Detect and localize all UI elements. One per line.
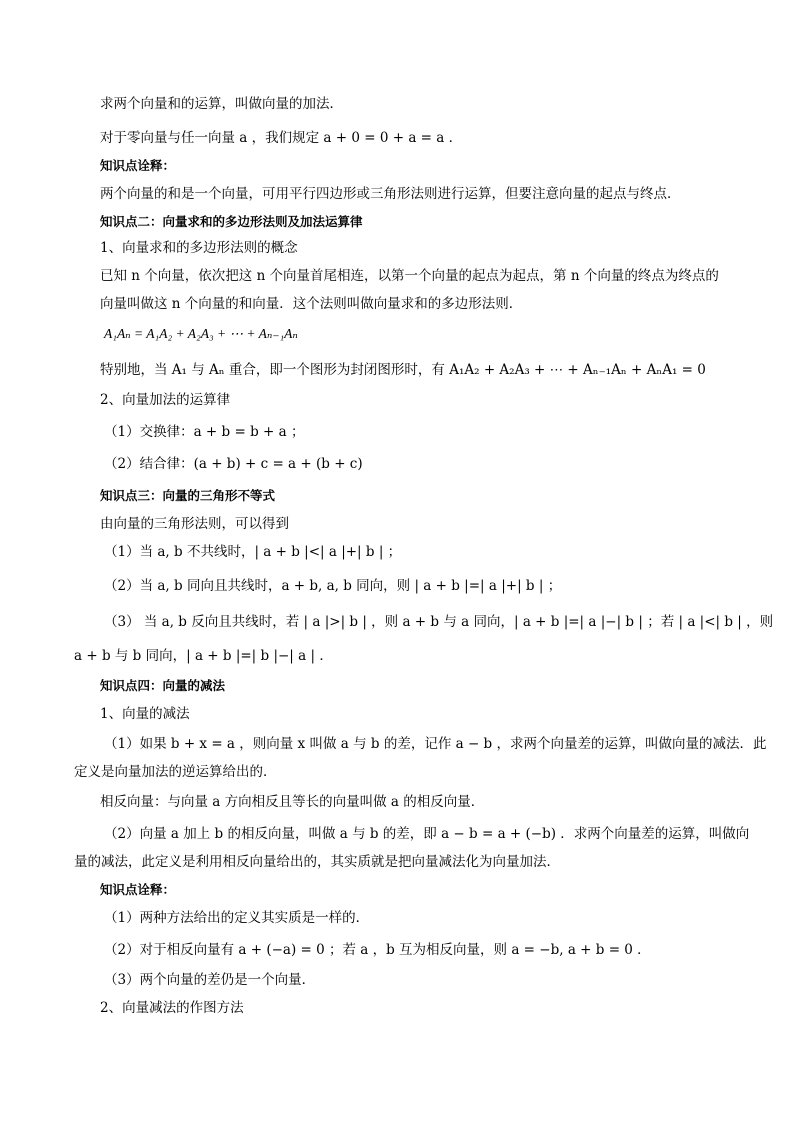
text-line: （2）结合律：(a + b) + c = a + (b + c) [104, 456, 363, 472]
text-line: 已知 n 个向量，依次把这 n 个向量首尾相连，以第一个向量的起点为起点，第 n 个向量的终点为终点的 [100, 268, 719, 284]
text-line: 向量叫做这 n 个向量的和向量．这个法则叫做向量求和的多边形法则． [100, 296, 523, 312]
section-heading: 知识点二：向量求和的多边形法则及加法运算律 [100, 214, 363, 229]
text-line: （2）当 a, b 同向且共线时，a + b, a, b 同向，则 | a + b |=| a |+| b | ； [104, 578, 562, 594]
text-line: 两个向量的和是一个向量，可用平行四边形或三角形法则进行运算，但要注意向量的起点与终点． [100, 186, 681, 202]
text-line: 相反向量：与向量 a 方向相反且等长的向量叫做 a 的相反向量． [100, 794, 485, 810]
section-heading: 知识点诠释： [100, 158, 176, 173]
text-line: （1）交换律：a + b = b + a ； [104, 424, 305, 440]
text-line: 定义是向量加法的逆运算给出的． [74, 764, 277, 780]
text-line: 特别地，当 A₁ 与 Aₙ 重合，即一个图形为封闭图形时，有 A₁A₂ + A₂A₃ + ⋯ + Aₙ₋₁Aₙ + AₙA₁ = 0 [100, 362, 706, 378]
text-line: 对于零向量与任一向量 a ，我们规定 a + 0 = 0 + a = a ． [100, 130, 463, 146]
section-heading: 知识点诠释： [100, 882, 176, 897]
text-line: （1）如果 b + x = a ，则向量 x 叫做 a 与 b 的差，记作 a − b ，求两个向量差的运算，叫做向量的减法．此 [104, 736, 767, 752]
text-line: （2）对于相反向量有 a + (−a) = 0 ；若 a ，b 互为相反向量，则 a = −b, a + b = 0 ． [104, 942, 651, 958]
section-heading: 知识点三：向量的三角形不等式 [100, 488, 276, 503]
text-line: 由向量的三角形法则，可以得到 [100, 516, 289, 532]
formula-line: A₁Aₙ = A₁A₂ + A₂A₃ + ⋯ + Aₙ₋₁Aₙ [104, 326, 298, 341]
text-line: （3） 当 a, b 反向且共线时，若 | a |>| b | ，则 a + b 与 a 同向，| a + b |=| a |−| b | ；若 | a |<| b | ，则 [104, 614, 774, 630]
text-line: 2、向量减法的作图方法 [100, 1000, 244, 1016]
text-line: （2）向量 a 加上 b 的相反向量，叫做 a 与 b 的差，即 a − b = a + (−b) ．求两个向量差的运算，叫做向 [104, 826, 750, 842]
text-line: a + b 与 b 同向，| a + b |=| b |−| a | ． [74, 648, 333, 664]
text-line: 1、向量求和的多边形法则的概念 [100, 240, 298, 256]
text-line: 1、向量的减法 [100, 706, 190, 722]
text-line: （1）当 a, b 不共线时，| a + b |<| a |+| b | ； [104, 544, 402, 560]
text-line: （1）两种方法给出的定义其实质是一样的． [104, 910, 370, 926]
text-line: 量的减法，此定义是利用相反向量给出的，其实质就是把向量减法化为向量加法． [74, 854, 560, 870]
text-line: 2、向量加法的运算律 [100, 392, 231, 408]
text-line: （3）两个向量的差仍是一个向量． [104, 972, 316, 988]
text-line: 求两个向量和的运算，叫做向量的加法． [100, 96, 343, 112]
section-heading: 知识点四：向量的减法 [100, 678, 226, 693]
